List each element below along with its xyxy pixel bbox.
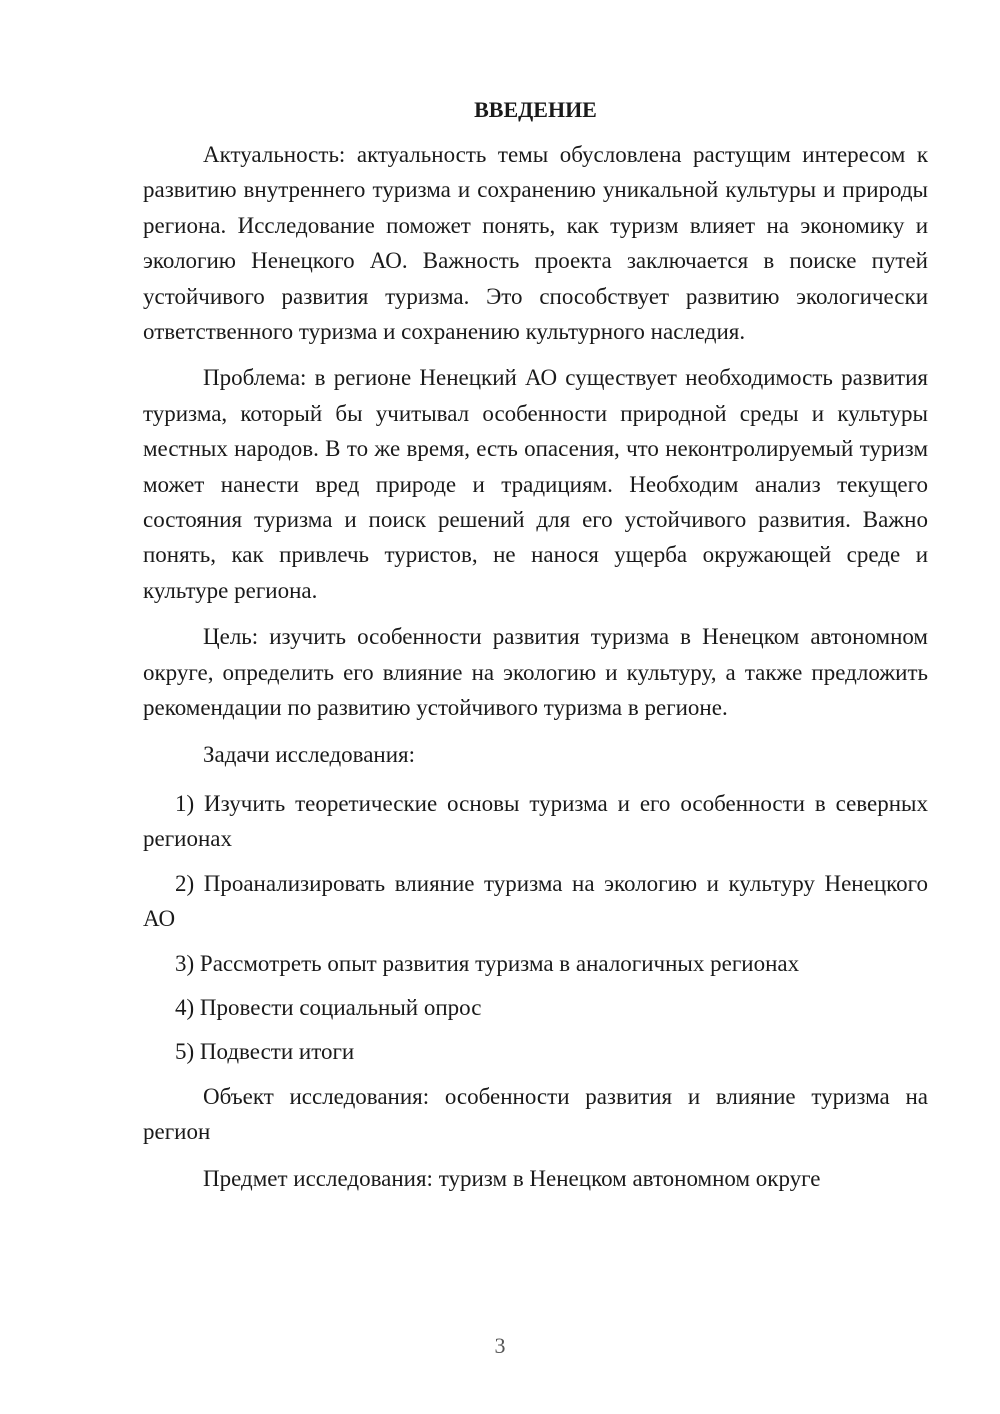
page-number: 3	[494, 1333, 506, 1358]
object-paragraph: Объект исследования: особенности развития и влияние туризма на регион	[143, 1083, 928, 1145]
list-item: 3) Рассмотреть опыт развития туризма в аналогичных регионах	[175, 950, 800, 976]
tasks-heading: Задачи исследования:	[203, 741, 416, 767]
list-item: 4) Провести социальный опрос	[175, 994, 482, 1020]
relevance-paragraph: Актуальность: актуальность темы обусловлена растущим интересом к развитию внутреннего туризма и сохранению уникальной культуры и природы региона. Исследование поможет понять, как туризм влияет на экономику и экологию Ненецкого АО. Важность проекта заключается в поиске путей устойчивого развития туризма. Это способствует развитию экологически ответственного туризма и сохранению культурного наследия.	[143, 142, 928, 345]
subject-paragraph: Предмет исследования: туризм в Ненецком автономном округе	[203, 1165, 821, 1191]
list-item: 2) Проанализировать влияние туризма на экологию и культуру Ненецкого АО	[143, 870, 928, 932]
list-item: 1) Изучить теоретические основы туризма и его особенности в северных регионах	[143, 790, 928, 852]
page-content	[143, 92, 928, 1207]
tasks-list	[143, 786, 928, 1070]
list-item: 5) Подвести итоги	[175, 1039, 355, 1065]
section-title: ВВЕДЕНИЕ	[474, 97, 597, 122]
problem-paragraph: Проблема: в регионе Ненецкий АО существует необходимость развития туризма, который бы учитывал особенности природной среды и культуры местных народов. В то же время, есть опасения, что неконтролируемый туризм может нанести вред природе и традициям. Необходим анализ текущего состояния туризма и поиск решений для его устойчивого развития. Важно понять, как привлечь туристов, не нанося ущерба окружающей среде и культуре региона.	[143, 365, 928, 603]
goal-paragraph: Цель: изучить особенности развития туризма в Ненецком автономном округе, определить его влияние на экологию и культуру, а также предложить рекомендации по развитию устойчивого туризма в регионе.	[143, 624, 928, 721]
